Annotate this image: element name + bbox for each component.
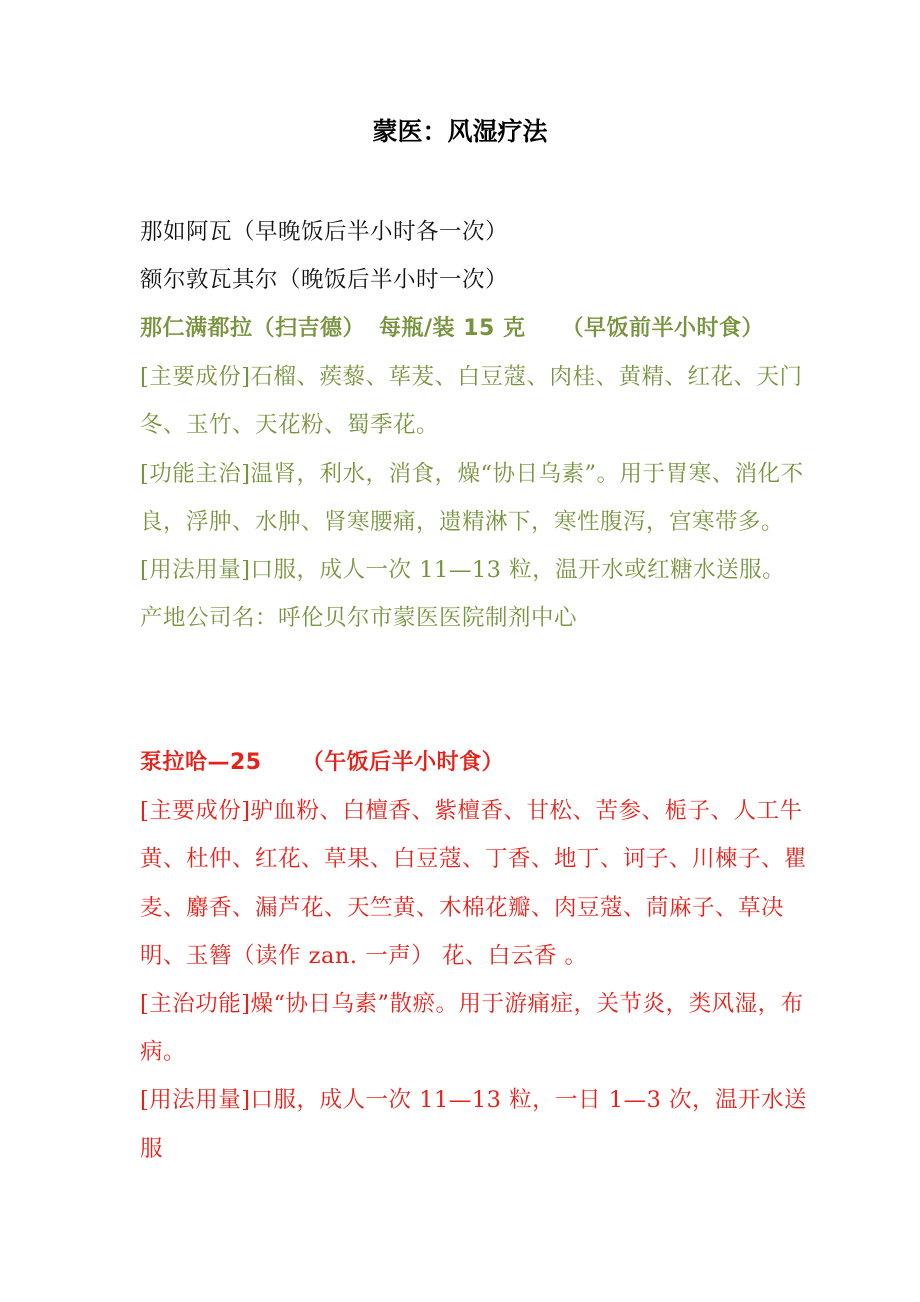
- product1-producer: 产地公司名：呼伦贝尔市蒙医医院制剂中心: [140, 605, 578, 632]
- product2-functions: [主治功能]燥“协日乌素”散瘀。用于游痛症，关节炎，类风湿，布病。: [140, 991, 804, 1066]
- product1-package: 每瓶/装 15 克: [379, 316, 526, 341]
- product1-functions: [功能主治]温肾，利水，消食，燥“协日乌素”。用于胃寒、消化不良，浮肿、水肿、肾寒腰痛，遗精淋下，寒性腹泻，宫寒带多。: [140, 460, 804, 535]
- intro-section: [140, 208, 810, 304]
- product2-heading: [140, 739, 810, 787]
- intro-line-1: 那如阿瓦（早晚饭后半小时各一次）: [140, 219, 509, 245]
- product1-section: [140, 305, 820, 642]
- product1-ingredients: [主要成份]石榴、蒺藜、荜茇、白豆蔻、肉桂、黄精、红花、天门冬、玉竹、天花粉、蜀季花。: [140, 364, 803, 439]
- intro-line-2: 额尔敦瓦其尔（晚饭后半小时一次）: [140, 267, 509, 294]
- product1-timing: （早饭前半小时食）: [561, 316, 765, 341]
- product2-section: [140, 739, 810, 1173]
- product2-timing: （午饭后半小时食）: [301, 750, 505, 775]
- product2-ingredients: [主要成份]驴血粉、白檀香、紫檀香、甘松、苦参、栀子、人工牛黄、杜仲、红花、草果、白豆蔻、丁香、地丁、诃子、川楝子、瞿麦、麝香、漏芦花、天竺黄、木棉花瓣、肉豆蔻、茼麻子、草决明、玉簪（读作 zan. 一声） 花、白云香 。: [140, 798, 808, 969]
- product1-heading: [140, 305, 820, 353]
- product2-name: 泵拉哈—25: [140, 750, 262, 775]
- product2-usage: [用法用量]口服，成人一次 11—13 粒，一日 1—3 次，温开水送服: [140, 1087, 808, 1162]
- product1-usage: [用法用量]口服，成人一次 11—13 粒，温开水或红糖水送服。: [140, 557, 786, 584]
- product1-name: 那仁满都拉（扫吉德）: [140, 316, 366, 341]
- page-title: 蒙医：风湿疗法: [372, 117, 548, 146]
